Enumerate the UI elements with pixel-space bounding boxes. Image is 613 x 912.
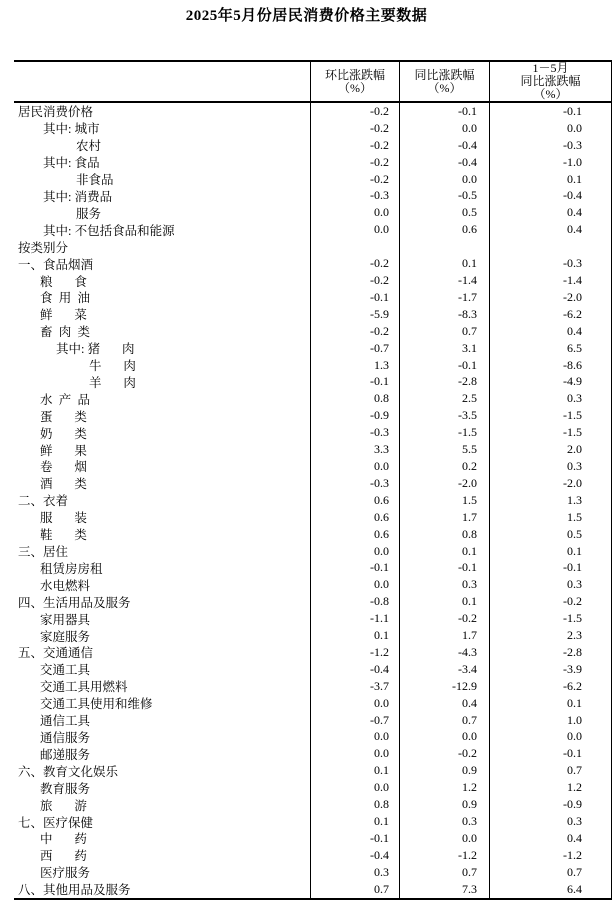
row-label: 邮递服务 xyxy=(14,745,311,762)
table-row xyxy=(14,103,611,120)
value-cell: -0.4 xyxy=(400,154,490,171)
value-cell: -0.1 xyxy=(400,357,490,374)
value-cell: 1.2 xyxy=(567,780,582,795)
value-cell: -1.5 xyxy=(563,408,582,423)
value-cell: -0.1 xyxy=(563,746,582,761)
header-line: （%） xyxy=(427,80,462,95)
value-cell: 0.1 xyxy=(311,813,400,830)
value-cell: 0.7 xyxy=(567,763,582,778)
row-label: 五、交通通信 xyxy=(14,644,311,661)
row-label: 交通工具用燃料 xyxy=(14,678,311,695)
value-cell xyxy=(400,238,490,255)
table-row xyxy=(14,204,611,221)
value-cell: 0.1 xyxy=(311,627,400,644)
value-cell: -1.5 xyxy=(563,611,582,626)
row-label: 蛋 类 xyxy=(14,407,311,424)
value-cell: 0.0 xyxy=(400,120,490,137)
table-row xyxy=(14,813,611,830)
row-label: 牛 肉 xyxy=(14,357,311,374)
value-cell: -2.0 xyxy=(400,475,490,492)
table-row xyxy=(14,374,611,391)
row-label: 通信工具 xyxy=(14,712,311,729)
value-cell: 0.7 xyxy=(567,864,582,879)
table-row xyxy=(14,745,611,762)
value-cell: 0.1 xyxy=(567,171,582,186)
value-cell: 0.0 xyxy=(311,745,400,762)
value-cell: -0.2 xyxy=(311,272,400,289)
value-cell: 0.7 xyxy=(400,864,490,881)
value-cell: 0.9 xyxy=(400,796,490,813)
value-cell: 1.7 xyxy=(400,627,490,644)
table-row xyxy=(14,762,611,779)
header-line: 同比涨跌幅 xyxy=(520,74,581,88)
row-label: 一、食品烟酒 xyxy=(14,255,311,272)
table-row xyxy=(14,559,611,576)
row-label: 非食品 xyxy=(14,171,311,188)
row-label: 水 产 品 xyxy=(14,390,311,407)
value-cell: -0.2 xyxy=(400,745,490,762)
value-cell: -0.3 xyxy=(563,137,582,152)
row-label: 家庭服务 xyxy=(14,627,311,644)
value-cell: 0.0 xyxy=(567,729,582,744)
value-cell: 6.4 xyxy=(567,881,582,896)
table-row xyxy=(14,847,611,864)
table-row xyxy=(14,120,611,137)
value-cell: 1.7 xyxy=(400,509,490,526)
header-line: 1－5月 xyxy=(532,62,569,75)
value-cell: 0.0 xyxy=(311,221,400,238)
row-label: 交通工具使用和维修 xyxy=(14,695,311,712)
row-label: 医疗服务 xyxy=(14,864,311,881)
row-label: 卷 烟 xyxy=(14,458,311,475)
row-label: 鞋 类 xyxy=(14,526,311,543)
value-cell: 0.8 xyxy=(400,526,490,543)
value-cell: 0.0 xyxy=(400,171,490,188)
value-cell: -0.1 xyxy=(311,374,400,391)
value-cell: -1.5 xyxy=(563,425,582,440)
value-cell: 0.1 xyxy=(567,543,582,558)
table-row xyxy=(14,137,611,154)
row-label: 交通工具 xyxy=(14,661,311,678)
value-cell: -0.3 xyxy=(311,424,400,441)
table-row xyxy=(14,695,611,712)
value-cell: 0.3 xyxy=(567,814,582,829)
value-cell: 0.3 xyxy=(567,458,582,473)
row-label: 服务 xyxy=(14,204,311,221)
header-line: （%） xyxy=(338,80,372,95)
table-row xyxy=(14,509,611,526)
page-title: 2025年5月份居民消费价格主要数据 xyxy=(185,8,428,24)
table-row xyxy=(14,390,611,407)
table-row xyxy=(14,627,611,644)
value-cell: -0.4 xyxy=(400,137,490,154)
value-cell: -6.2 xyxy=(563,306,582,321)
value-cell: 0.0 xyxy=(567,120,582,135)
value-cell: 0.4 xyxy=(567,830,582,845)
value-cell: 7.3 xyxy=(400,881,490,898)
table-row xyxy=(14,188,611,205)
value-cell: -0.4 xyxy=(563,188,582,203)
row-label: 八、其他用品及服务 xyxy=(14,881,311,898)
table-row xyxy=(14,830,611,847)
value-cell: 2.0 xyxy=(567,442,582,457)
value-cell: 5.5 xyxy=(400,441,490,458)
header-cell-category xyxy=(14,62,311,101)
value-cell: 0.0 xyxy=(311,204,400,221)
value-cell: -3.5 xyxy=(400,407,490,424)
value-cell: 3.3 xyxy=(311,441,400,458)
value-cell: 1.3 xyxy=(311,357,400,374)
value-cell: 0.4 xyxy=(400,695,490,712)
table-row xyxy=(14,441,611,458)
value-cell: -3.4 xyxy=(400,661,490,678)
value-cell: -2.0 xyxy=(563,289,582,304)
value-cell: -1.2 xyxy=(311,644,400,661)
table-row xyxy=(14,458,611,475)
value-cell: -0.5 xyxy=(400,188,490,205)
value-cell: -1.1 xyxy=(311,610,400,627)
table-row xyxy=(14,644,611,661)
value-cell: 0.4 xyxy=(567,205,582,220)
table-row xyxy=(14,171,611,188)
table-row xyxy=(14,543,611,560)
value-cell: -0.2 xyxy=(311,120,400,137)
row-label: 七、医疗保健 xyxy=(14,813,311,830)
value-cell: 0.7 xyxy=(311,881,400,898)
value-cell: -0.1 xyxy=(311,289,400,306)
value-cell: -3.7 xyxy=(311,678,400,695)
value-cell: 0.8 xyxy=(311,390,400,407)
value-cell: -0.2 xyxy=(311,154,400,171)
value-cell: -6.2 xyxy=(563,678,582,693)
value-cell: 0.0 xyxy=(311,576,400,593)
value-cell: 2.5 xyxy=(400,390,490,407)
value-cell: 1.3 xyxy=(567,492,582,507)
value-cell: 2.3 xyxy=(567,628,582,643)
value-cell: -1.4 xyxy=(400,272,490,289)
table-row xyxy=(14,272,611,289)
value-cell: -12.9 xyxy=(400,678,490,695)
value-cell: -8.3 xyxy=(400,306,490,323)
value-cell: -0.7 xyxy=(311,340,400,357)
row-label: 通信服务 xyxy=(14,729,311,746)
value-cell: 0.7 xyxy=(400,712,490,729)
value-cell: -0.1 xyxy=(311,830,400,847)
table-row xyxy=(14,323,611,340)
table-row xyxy=(14,221,611,238)
value-cell: -0.2 xyxy=(311,255,400,272)
value-cell: 0.3 xyxy=(567,577,582,592)
table-row xyxy=(14,712,611,729)
table-row xyxy=(14,340,611,357)
table-row xyxy=(14,678,611,695)
value-cell: -0.1 xyxy=(311,559,400,576)
row-label: 其中: 不包括食品和能源 xyxy=(14,221,311,238)
value-cell: 0.3 xyxy=(400,813,490,830)
value-cell: 0.8 xyxy=(311,796,400,813)
value-cell: 0.0 xyxy=(400,830,490,847)
table-row xyxy=(14,526,611,543)
value-cell: 0.3 xyxy=(400,576,490,593)
header-cell-mom-change xyxy=(311,62,400,101)
value-cell: 0.4 xyxy=(567,323,582,338)
header-line: 环比涨跌幅 xyxy=(324,67,385,82)
row-label: 按类别分 xyxy=(14,238,311,255)
header-line: （%） xyxy=(533,87,568,101)
value-cell: 1.5 xyxy=(567,509,582,524)
table-row xyxy=(14,610,611,627)
value-cell: -0.3 xyxy=(311,475,400,492)
header-line: 同比涨跌幅 xyxy=(414,67,475,82)
table-row xyxy=(14,154,611,171)
value-cell: -0.1 xyxy=(563,103,582,118)
cpi-data-table xyxy=(14,60,612,900)
row-label: 西 药 xyxy=(14,847,311,864)
value-cell: 0.2 xyxy=(400,458,490,475)
row-label: 四、生活用品及服务 xyxy=(14,593,311,610)
row-label: 羊 肉 xyxy=(14,374,311,391)
row-label: 鲜 果 xyxy=(14,441,311,458)
row-label: 六、教育文化娱乐 xyxy=(14,762,311,779)
value-cell: 0.3 xyxy=(567,391,582,406)
value-cell: 0.3 xyxy=(311,864,400,881)
value-cell: 0.5 xyxy=(400,204,490,221)
value-cell: 0.6 xyxy=(311,492,400,509)
header-cell-yoy-change xyxy=(400,62,490,101)
value-cell: -4.9 xyxy=(563,374,582,389)
value-cell: 0.1 xyxy=(400,543,490,560)
value-cell: 6.5 xyxy=(567,340,582,355)
value-cell: 1.0 xyxy=(567,712,582,727)
value-cell: -0.4 xyxy=(311,847,400,864)
value-cell: 0.1 xyxy=(400,255,490,272)
value-cell xyxy=(311,238,400,255)
value-cell: -0.4 xyxy=(311,661,400,678)
table-row xyxy=(14,779,611,796)
table-row xyxy=(14,492,611,509)
value-cell: 0.9 xyxy=(400,762,490,779)
value-cell: 0.0 xyxy=(311,695,400,712)
value-cell: -0.1 xyxy=(400,559,490,576)
value-cell: -0.8 xyxy=(311,593,400,610)
row-label: 农村 xyxy=(14,137,311,154)
table-row xyxy=(14,661,611,678)
table-row xyxy=(14,289,611,306)
table-row xyxy=(14,407,611,424)
value-cell: -0.9 xyxy=(563,797,582,812)
value-cell: -0.9 xyxy=(311,407,400,424)
row-label: 服 装 xyxy=(14,509,311,526)
value-cell: -4.3 xyxy=(400,644,490,661)
value-cell: 0.6 xyxy=(311,526,400,543)
row-label: 其中: 猪 肉 xyxy=(14,340,311,357)
row-label: 居民消费价格 xyxy=(14,103,311,120)
value-cell: 0.1 xyxy=(400,593,490,610)
table-row xyxy=(14,475,611,492)
value-cell: 0.1 xyxy=(311,762,400,779)
value-cell: 1.5 xyxy=(400,492,490,509)
table-header-row xyxy=(14,62,611,103)
value-cell: -0.7 xyxy=(311,712,400,729)
value-cell: -0.2 xyxy=(311,171,400,188)
value-cell: 0.6 xyxy=(400,221,490,238)
row-label: 二、衣着 xyxy=(14,492,311,509)
value-cell: -0.3 xyxy=(311,188,400,205)
value-cell: -1.2 xyxy=(563,847,582,862)
row-label: 水电燃料 xyxy=(14,576,311,593)
value-cell: -0.2 xyxy=(311,103,400,120)
value-cell: 0.0 xyxy=(311,729,400,746)
value-cell: 0.0 xyxy=(311,779,400,796)
row-label: 中 药 xyxy=(14,830,311,847)
row-label: 其中: 城市 xyxy=(14,120,311,137)
value-cell: -0.1 xyxy=(563,560,582,575)
row-label: 畜 肉 类 xyxy=(14,323,311,340)
table-row xyxy=(14,576,611,593)
row-label: 鲜 菜 xyxy=(14,306,311,323)
value-cell: 0.7 xyxy=(400,323,490,340)
row-label: 食 用 油 xyxy=(14,289,311,306)
row-label: 粮 食 xyxy=(14,272,311,289)
table-row xyxy=(14,864,611,881)
table-row xyxy=(14,729,611,746)
value-cell: -1.4 xyxy=(563,273,582,288)
value-cell: 0.6 xyxy=(311,509,400,526)
row-label: 其中: 食品 xyxy=(14,154,311,171)
value-cell: 0.0 xyxy=(311,543,400,560)
table-body xyxy=(14,103,611,898)
value-cell: -0.2 xyxy=(311,323,400,340)
row-label: 家用器具 xyxy=(14,610,311,627)
value-cell: -2.8 xyxy=(563,644,582,659)
value-cell: -2.8 xyxy=(400,374,490,391)
value-cell: 0.0 xyxy=(400,729,490,746)
table-row xyxy=(14,306,611,323)
value-cell: -0.2 xyxy=(563,594,582,609)
value-cell: 3.1 xyxy=(400,340,490,357)
value-cell: -3.9 xyxy=(563,661,582,676)
row-label: 租赁房房租 xyxy=(14,559,311,576)
table-row xyxy=(14,357,611,374)
table-row xyxy=(14,255,611,272)
table-row xyxy=(14,238,611,255)
table-row xyxy=(14,424,611,441)
value-cell xyxy=(490,238,611,255)
value-cell: 0.1 xyxy=(567,695,582,710)
value-cell: -0.2 xyxy=(311,137,400,154)
table-row xyxy=(14,881,611,898)
value-cell: 0.4 xyxy=(567,222,582,237)
value-cell: -2.0 xyxy=(563,475,582,490)
table-row xyxy=(14,593,611,610)
value-cell: -0.1 xyxy=(400,103,490,120)
row-label: 旅 游 xyxy=(14,796,311,813)
value-cell: -8.6 xyxy=(563,357,582,372)
value-cell: -0.3 xyxy=(563,256,582,271)
value-cell: 0.0 xyxy=(311,458,400,475)
value-cell: 1.2 xyxy=(400,779,490,796)
value-cell: -1.2 xyxy=(400,847,490,864)
value-cell: -1.0 xyxy=(563,154,582,169)
row-label: 三、居住 xyxy=(14,543,311,560)
row-label: 酒 类 xyxy=(14,475,311,492)
value-cell: -5.9 xyxy=(311,306,400,323)
value-cell: 0.5 xyxy=(567,526,582,541)
value-cell: -0.2 xyxy=(400,610,490,627)
row-label: 其中: 消费品 xyxy=(14,188,311,205)
value-cell: -1.5 xyxy=(400,424,490,441)
header-cell-jan-may-yoy-change xyxy=(490,62,611,101)
value-cell: -1.7 xyxy=(400,289,490,306)
table-row xyxy=(14,796,611,813)
row-label: 教育服务 xyxy=(14,779,311,796)
row-label: 奶 类 xyxy=(14,424,311,441)
